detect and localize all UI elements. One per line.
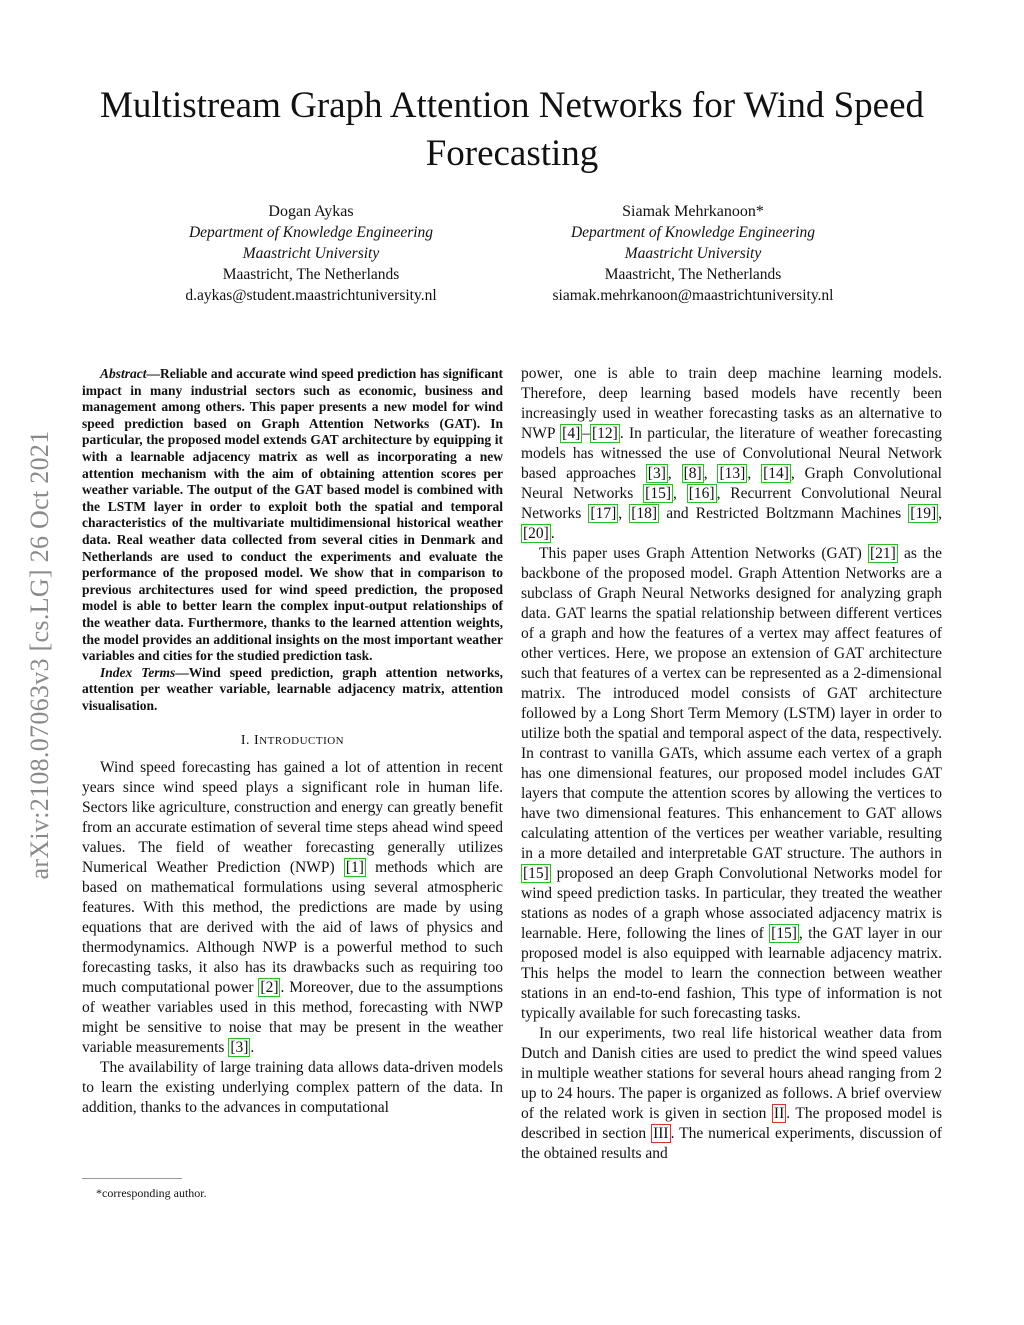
citation-link[interactable]: [15]	[645, 485, 671, 502]
right-paragraph-2: This paper uses Graph Attention Networks (GAT) [21] as the backbone of the proposed model. Graph Attention Networks are a subclass of Graph Neural Networks designed for analyzing graph data. GAT learns the spatial relationship between different vertices of a graph and how the features of a vertex may affect features of other vertices. Here, we propose an extension of GAT architecture such that features of a vertex can be represented as a 2-dimensional matrix. The introduced model consists of GAT architecture followed by a Long Short Term Memory (LSTM) layer in order to utilize both the spatial and temporal aspect of the data, respectively. In contrast to vanilla GATs, which assume each vertex of a graph has one dimensional features, our proposed model includes GAT layers that compute the attention scores by allowing the vertices to have two dimensional features. This enhancement to GAT allows calculating attention of the vertices per weather variable, resulting in a more detailed and interpretable GAT structure. The authors in [15] proposed an deep Graph Convolutional Networks model for wind speed prediction tasks. In particular, they treated the weather stations as nodes of a graph whose associated adjacency matrix is learnable. Here, following the lines of [15] , the GAT layer in our proposed model is also equipped with learnable adjacency matrix. This helps the model to learn the connection between weather stations in an end-to-end fashion, This type of information is not typically available for such forecasting tasks.	[521, 545, 942, 1022]
author-name: Dogan Aykas	[268, 203, 354, 220]
author-location: Maastricht, The Netherlands	[222, 266, 400, 283]
right-paragraph-1: power, one is able to train deep machine learning models. Therefore, deep learning based models have recently been increasingly used in weather forecasting tasks as an alternative to NWP [4] – [12] . In particular, the literature of weather forecasting models has witnessed the use of Convolutional Neural Network based approaches [3] , [8] , [13] , [14] , Graph Convolutional Neural Networks [15] , [16] , Recurrent Convolutional Neural Networks [17] , [18] and Restricted Boltzmann Machines [19] , [20] .	[521, 365, 942, 542]
index-terms-label: Index Terms	[100, 664, 176, 680]
citation-link[interactable]: [12]	[592, 425, 618, 442]
abstract-label: Abstract	[100, 366, 147, 381]
author-name: Siamak Mehrkanoon*	[622, 203, 764, 220]
citation-link[interactable]: [3]	[647, 465, 666, 482]
citation-link[interactable]: [15]	[523, 865, 549, 882]
right-column	[521, 364, 942, 1164]
author-block-1	[121, 201, 501, 306]
footnote: *corresponding author.	[96, 1186, 207, 1200]
author-university: Maastricht University	[242, 245, 380, 262]
author-university: Maastricht University	[624, 245, 762, 262]
section-link[interactable]: III	[653, 1125, 669, 1142]
citation-link[interactable]: [8]	[683, 465, 702, 482]
author-department: Department of Knowledge Engineering	[188, 224, 434, 241]
citation-link[interactable]: [16]	[688, 485, 715, 502]
citation-link[interactable]: [2]	[260, 979, 279, 997]
index-terms-text: —Wind speed prediction, graph attention networks, attention per weather variable, learnable adjacency matrix, attention visualisation.	[82, 664, 503, 713]
citation-link[interactable]: [1]	[345, 859, 364, 877]
intro-paragraph-2: The availability of large training data allows data-driven models to learn the existing underlying complex pattern of the data. In addition, thanks to the advances in computational	[82, 1059, 503, 1117]
citation-link[interactable]: [4]	[562, 425, 581, 442]
citation-link[interactable]: [17]	[590, 505, 617, 522]
citation-link[interactable]: [3]	[230, 1039, 249, 1057]
abstract-text: —Reliable and accurate wind speed prediction has significant impact in many industrial sectors such as economic, business and management among others. This paper presents a new model for wind speed prediction based on Graph Attention Networks (GAT). In particular, the proposed model extends GAT architecture by equipping it with a learnable adjacency matrix as well as incorporating a new attention mechanism with the aim of obtaining attention scores per weather variable. The output of the GAT based model is combined with the LSTM layer in order to exploit both the spatial and temporal characteristics of the multivariate multidimensional historical weather data. Real weather data collected from several cities in Denmark and Netherlands are used to conduct the experiments and evaluate the performance of the proposed model. We show that in comparison to previous architectures used for wind speed prediction, the proposed model is able to better learn the complex input-output relationships of the weather data. Furthermore, thanks to the learned attention weights, the model provides an additional insights on the most important weather variables and cities for the studied prediction task.	[82, 366, 503, 664]
section-heading-introduction: I. INTRODUCTION	[240, 733, 345, 749]
section-link[interactable]: II	[773, 1105, 785, 1122]
index-terms	[82, 665, 503, 715]
citation-link[interactable]: [15]	[771, 925, 797, 942]
citation-link[interactable]: [13]	[719, 465, 746, 482]
left-column	[82, 366, 503, 1118]
right-paragraph-3: In our experiments, two real life historical weather data from Dutch and Danish cities are used to predict the wind speed values in multiple weather stations for several hours ahead ranging from 2 up to 24 hours. The paper is organized as follows. A brief overview of the related work is given in section II . The proposed model is described in section III . The numerical experiments, discussion of the obtained results and	[521, 1025, 942, 1162]
author-email: d.aykas@student.maastrichtuniversity.nl	[185, 287, 437, 304]
arxiv-identifier: arXiv:2108.07063v3 [cs.LG] 26 Oct 2021	[25, 430, 54, 880]
citation-link[interactable]: [20]	[523, 525, 549, 542]
author-email: siamak.mehrkanoon@maastrichtuniversity.nl	[552, 287, 834, 304]
intro-paragraph-1: Wind speed forecasting has gained a lot of attention in recent years since wind speed plays a significant role in human life. Sectors like agriculture, construction and energy can greatly benefit from an accurate estimation of several time steps ahead wind speed values. The field of weather forecasting generally utilizes Numerical Weather Prediction (NWP) [1] methods which are based on mathematical formulations using several atmospheric features. With this method, the predictions are made by using equations that are derived with the aid of laws of physics and thermodynamics. Although NWP is a powerful method to such forecasting tasks, it also has its drawbacks such as requiring too much computational power [2] . Moreover, due to the assumptions of weather variables used in this method, forecasting with NWP might be sensitive to noise that may be present in the weather variable measurements [3] .	[82, 759, 504, 1057]
author-block-2	[503, 201, 883, 306]
citation-link[interactable]: [19]	[910, 505, 937, 522]
footnote-rule	[82, 1178, 182, 1179]
author-department: Department of Knowledge Engineering	[570, 224, 816, 241]
paper-title: Multistream Graph Attention Networks for Wind Speed Forecasting	[99, 85, 925, 174]
author-location: Maastricht, The Netherlands	[604, 266, 782, 283]
citation-link[interactable]: [14]	[763, 465, 789, 482]
citation-link[interactable]: [21]	[869, 545, 896, 562]
abstract	[82, 366, 503, 665]
citation-link[interactable]: [18]	[631, 505, 658, 522]
